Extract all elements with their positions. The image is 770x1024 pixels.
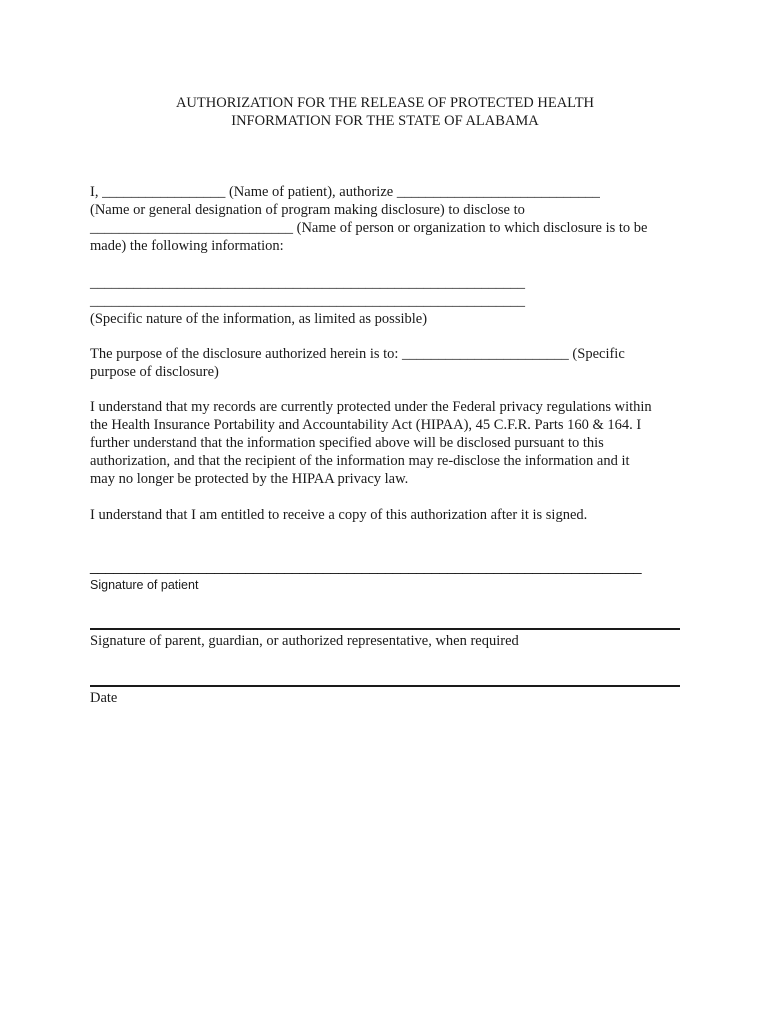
patient-signature-label: Signature of patient: [90, 578, 199, 592]
purpose-line-1: The purpose of the disclosure authorized herein is to: _______________________ (Specific: [90, 346, 625, 362]
purpose-line-2: purpose of disclosure): [90, 364, 219, 380]
understand-line-4: authorization, and that the recipient of the information may re-disclose the information and it: [90, 453, 630, 469]
representative-signature-line[interactable]: [90, 628, 680, 630]
copy-statement: I understand that I am entitled to receive a copy of this authorization after it is signed.: [90, 507, 588, 523]
information-caption-text: (Specific nature of the information, as limited as possible): [90, 311, 428, 327]
date-label: Date: [90, 690, 118, 706]
intro-paragraph: [90, 183, 682, 255]
intro-line-3: ____________________________ (Name of person or organization to which disclosure is to be: [90, 220, 648, 236]
representative-signature-label: Signature of parent, guardian, or authorized representative, when required: [90, 633, 519, 649]
information-blank-1: ____________________________________________________________: [90, 275, 525, 291]
date-block: [90, 689, 682, 707]
date-line[interactable]: [90, 685, 680, 687]
information-caption: [90, 310, 682, 328]
patient-signature-block: [90, 558, 682, 594]
title-line-2: INFORMATION FOR THE STATE OF ALABAMA: [231, 113, 539, 129]
information-blanks: [90, 274, 682, 310]
intro-line-4: made) the following information:: [90, 238, 284, 254]
copy-statement-paragraph: [90, 506, 682, 524]
understand-line-3: further understand that the information specified above will be disclosed pursuant to this: [90, 435, 604, 451]
intro-line-1: I, _________________ (Name of patient), authorize ____________________________: [90, 184, 600, 200]
intro-line-2: (Name or general designation of program making disclosure) to disclose to: [90, 202, 525, 218]
document-title: [0, 94, 770, 130]
patient-signature-line[interactable]: _______________________________________________________________________: [90, 559, 642, 575]
understand-line-2: the Health Insurance Portability and Accountability Act (HIPAA), 45 C.F.R. Parts 160 & 164. I: [90, 417, 642, 433]
title-line-1: AUTHORIZATION FOR THE RELEASE OF PROTECTED HEALTH: [175, 95, 595, 111]
understand-line-1: I understand that my records are currently protected under the Federal privacy regulations within: [90, 399, 652, 415]
purpose-paragraph: [90, 345, 682, 381]
representative-signature-block: [90, 632, 682, 650]
information-blank-2: ____________________________________________________________: [90, 293, 525, 309]
understand-paragraph: [90, 398, 682, 488]
understand-line-5: may no longer be protected by the HIPAA privacy law.: [90, 471, 409, 487]
